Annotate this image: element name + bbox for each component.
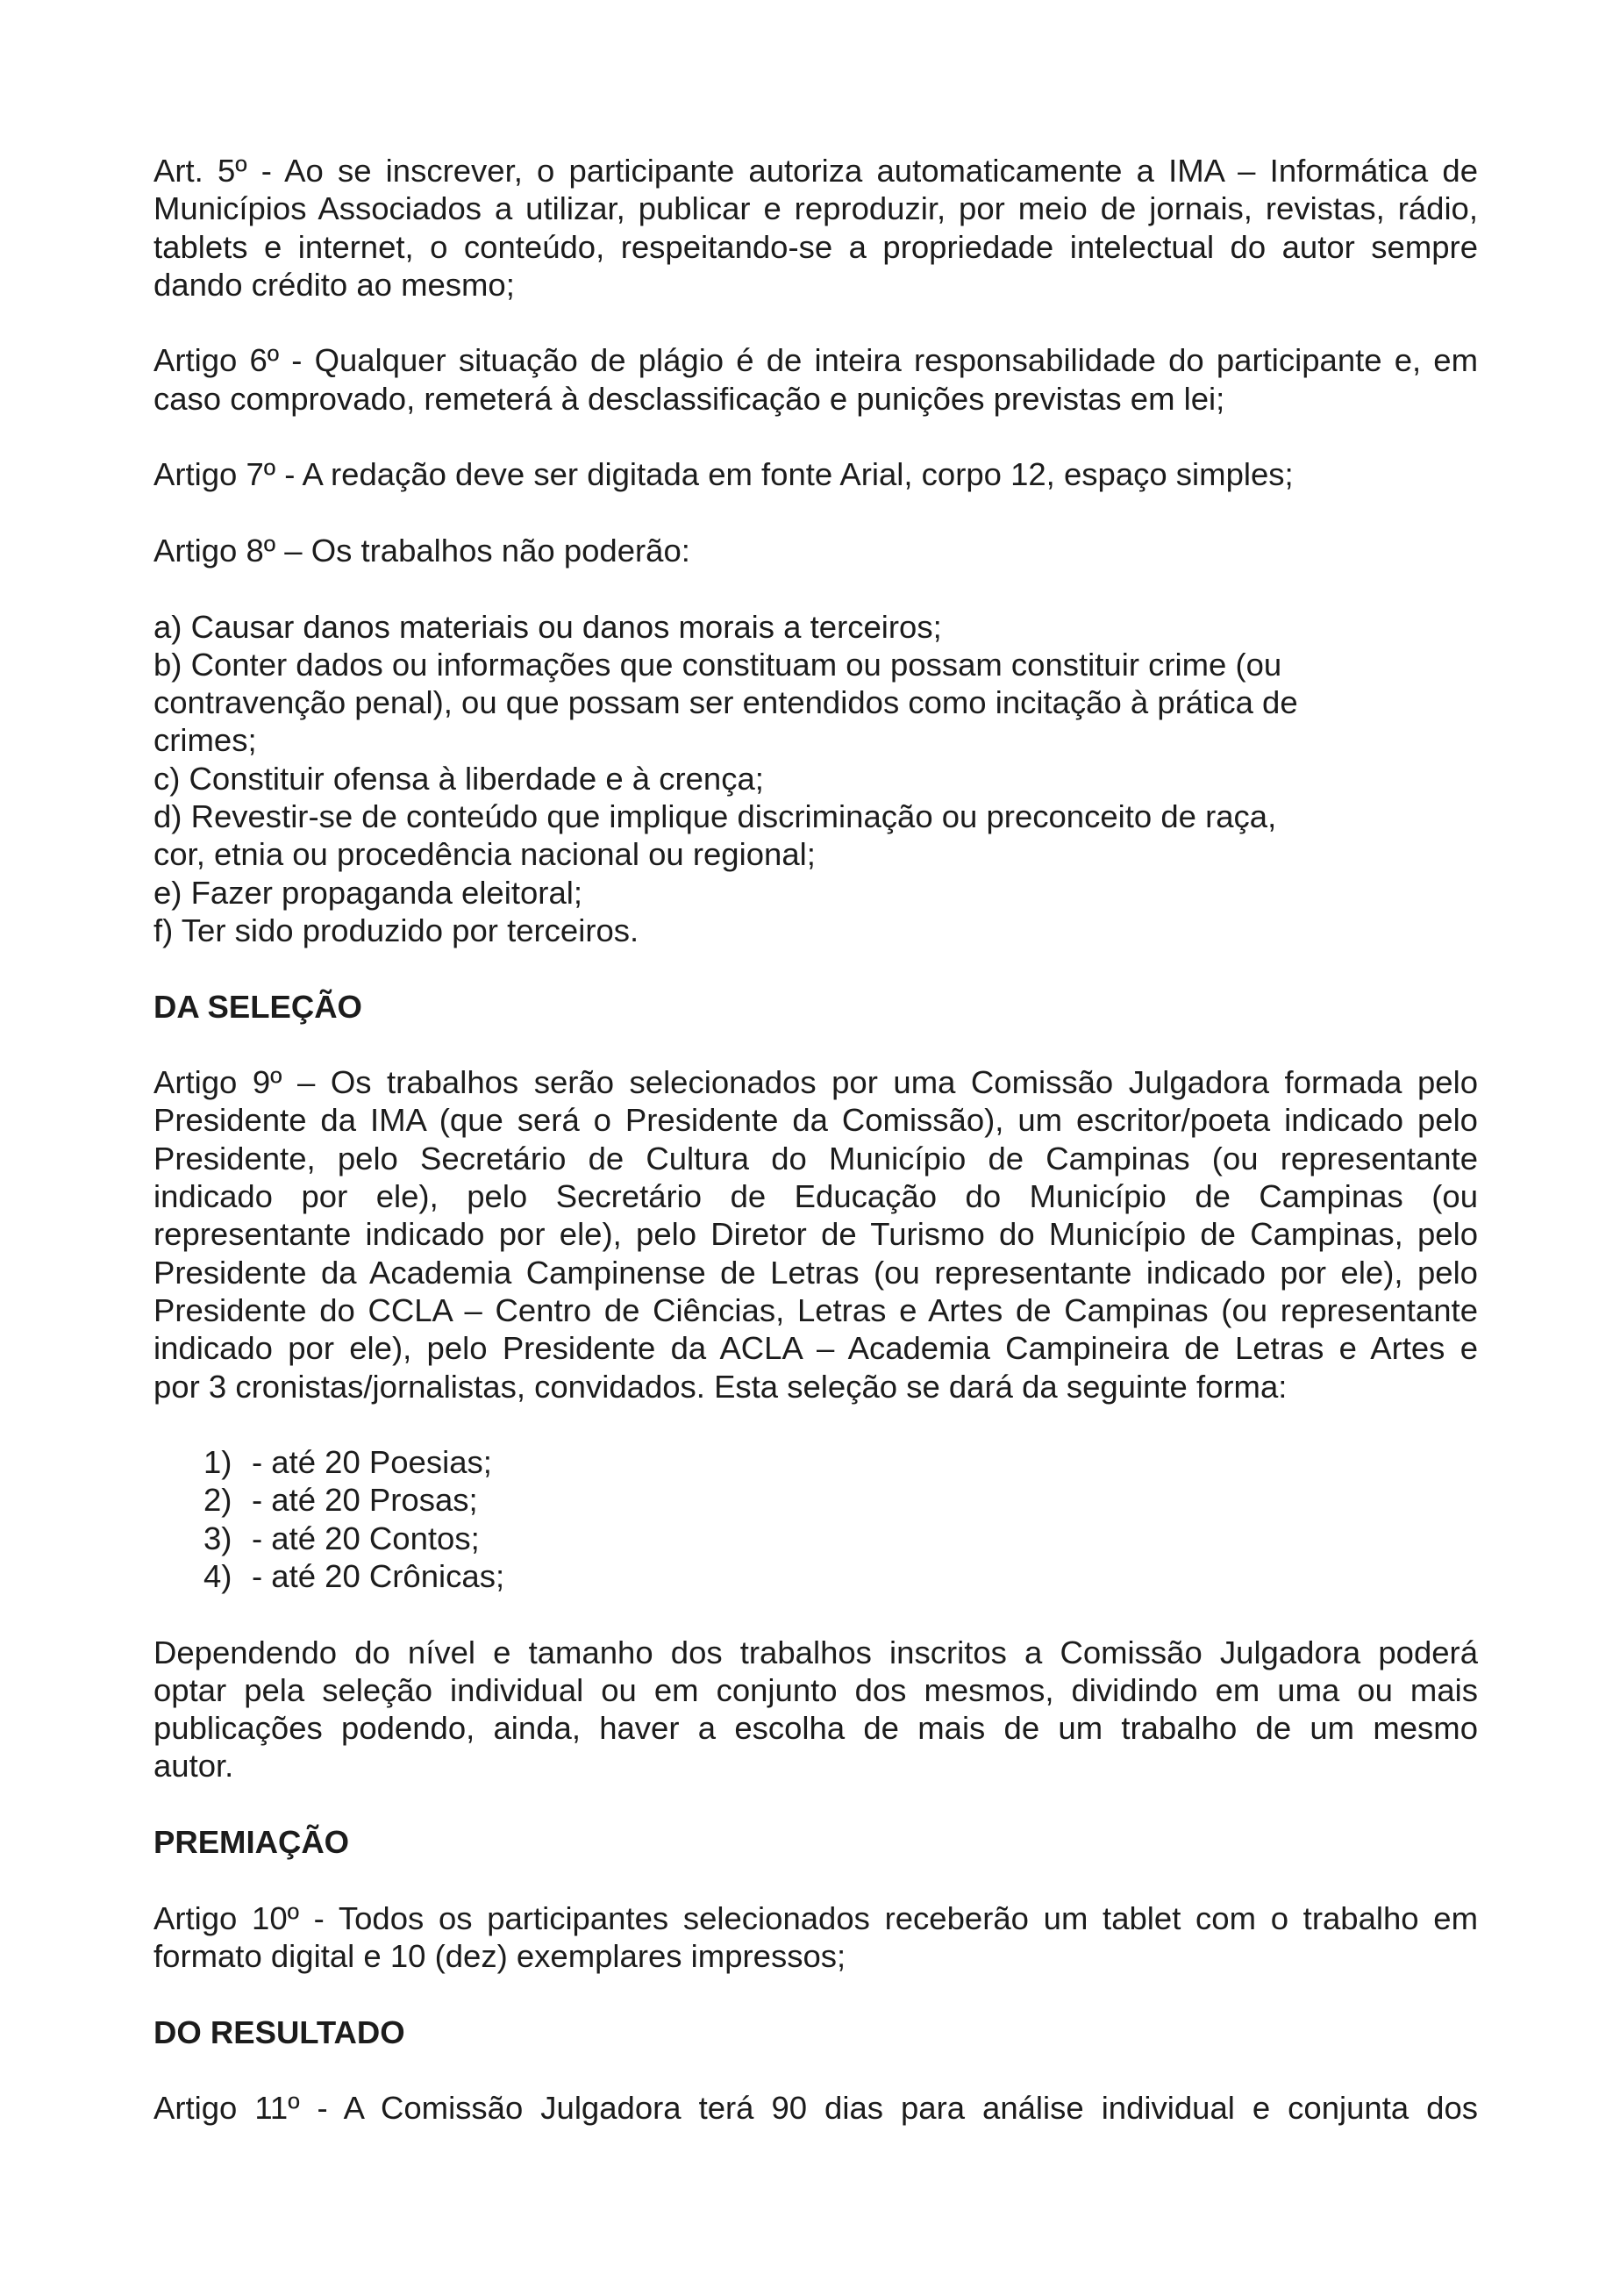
list-item-text: - até 20 Contos;	[252, 1520, 480, 1556]
article-8-item-line: f) Ter sido produzido por terceiros.	[153, 912, 639, 948]
article-11-line: Artigo 11º - A Comissão Julgadora terá 90 dias para análise individual e conjunta dos	[153, 2090, 1478, 2127]
article-8-item-line: a) Causar danos materiais ou danos morais a terceiros;	[153, 608, 942, 645]
selection-list	[153, 1443, 1478, 1595]
article-8-intro	[153, 532, 1478, 569]
section-heading-selecao: DA SELEÇÃO	[153, 988, 362, 1025]
article-5-line: dando crédito ao mesmo;	[153, 266, 515, 303]
list-item	[153, 1481, 1478, 1519]
list-item-text: - até 20 Crônicas;	[252, 1557, 505, 1594]
article-9-line: Presidente do CCLA – Centro de Ciências, Letras e Artes de Campinas (ou representante	[153, 1291, 1478, 1328]
article-8-item-line: d) Revestir-se de conteúdo que implique discriminação ou preconceito de raça,	[153, 798, 1277, 835]
list-item	[153, 1443, 1478, 1481]
article-10	[153, 1899, 1478, 1976]
article-5-line: tablets e internet, o conteúdo, respeitando-se a propriedade intelectual do autor sempre	[153, 228, 1478, 265]
list-item-text: - até 20 Poesias;	[252, 1444, 492, 1481]
list-item	[153, 1520, 1478, 1557]
article-8-item-line: b) Conter dados ou informações que constituam ou possam constituir crime (ou	[153, 646, 1282, 683]
article-6-line: Artigo 6º - Qualquer situação de plágio é de inteira responsabilidade do participante e, em	[153, 342, 1478, 379]
section-heading-premiacao: PREMIAÇÃO	[153, 1824, 350, 1861]
article-10-line: Artigo 10º - Todos os participantes selecionados receberão um tablet com o trabalho em	[153, 1899, 1478, 1936]
article-5	[153, 152, 1478, 304]
article-8-item-line: e) Fazer propaganda eleitoral;	[153, 874, 582, 911]
selection-closing-paragraph	[153, 1634, 1478, 1785]
list-item-number: 1)	[203, 1444, 232, 1481]
article-9-line: Presidente, pelo Secretário de Cultura do Município de Campinas (ou representante	[153, 1140, 1478, 1177]
section-heading-resultado: DO RESULTADO	[153, 2013, 405, 2050]
document-page	[153, 152, 1478, 2165]
article-8-intro-text: Artigo 8º – Os trabalhos não poderão:	[153, 532, 690, 569]
list-item-number: 3)	[203, 1520, 232, 1556]
article-10-line: formato digital e 10 (dez) exemplares impressos;	[153, 1937, 846, 1974]
article-5-line: Municípios Associados a utilizar, publicar e reproduzir, por meio de jornais, revistas, rádio,	[153, 190, 1478, 227]
article-8-item-line: contravenção penal), ou que possam ser entendidos como incitação à prática de	[153, 684, 1298, 721]
list-item-text: - até 20 Prosas;	[252, 1482, 478, 1519]
article-11	[153, 2089, 1478, 2127]
article-8-item-line: cor, etnia ou procedência nacional ou regional;	[153, 836, 816, 873]
article-9-line: indicado por ele), pelo Presidente da ACLA – Academia Campineira de Letras e Artes e	[153, 1330, 1478, 1367]
article-7	[153, 455, 1478, 493]
closing-line: publicações podendo, ainda, haver a escolha de mais de um trabalho de um mesmo	[153, 1710, 1478, 1747]
article-8-item-line: crimes;	[153, 722, 257, 759]
article-7-text: Artigo 7º - A redação deve ser digitada em fonte Arial, corpo 12, espaço simples;	[153, 456, 1294, 493]
list-item-number: 4)	[203, 1557, 232, 1594]
article-9-line: Presidente da IMA (que será o Presidente da Comissão), um escritor/poeta indicado pelo	[153, 1102, 1478, 1139]
article-9-line: por 3 cronistas/jornalistas, convidados. Esta seleção se dará da seguinte forma:	[153, 1368, 1288, 1405]
article-9-line: Presidente da Academia Campinense de Letras (ou representante indicado por ele), pelo	[153, 1254, 1478, 1291]
list-item-number: 2)	[203, 1482, 232, 1519]
article-9-line: representante indicado por ele), pelo Diretor de Turismo do Município de Campinas, pelo	[153, 1216, 1478, 1253]
closing-line: autor.	[153, 1748, 234, 1785]
article-6	[153, 341, 1478, 418]
article-6-line: caso comprovado, remeterá à desclassificação e punições previstas em lei;	[153, 380, 1225, 417]
list-item	[153, 1557, 1478, 1595]
closing-line: optar pela seleção individual ou em conjunto dos mesmos, dividindo em uma ou mais	[153, 1671, 1478, 1708]
article-9-line: Artigo 9º – Os trabalhos serão selecionados por uma Comissão Julgadora formada pelo	[153, 1064, 1478, 1101]
article-8-item-line: c) Constituir ofensa à liberdade e à crença;	[153, 760, 764, 797]
article-9	[153, 1063, 1478, 1405]
article-5-line: Art. 5º - Ao se inscrever, o participante autoriza automaticamente a IMA – Informática de	[153, 153, 1478, 189]
article-8-items	[153, 608, 1478, 950]
article-9-line: indicado por ele), pelo Secretário de Educação do Município de Campinas (ou	[153, 1178, 1478, 1215]
closing-line: Dependendo do nível e tamanho dos trabalhos inscritos a Comissão Julgadora poderá	[153, 1634, 1478, 1670]
